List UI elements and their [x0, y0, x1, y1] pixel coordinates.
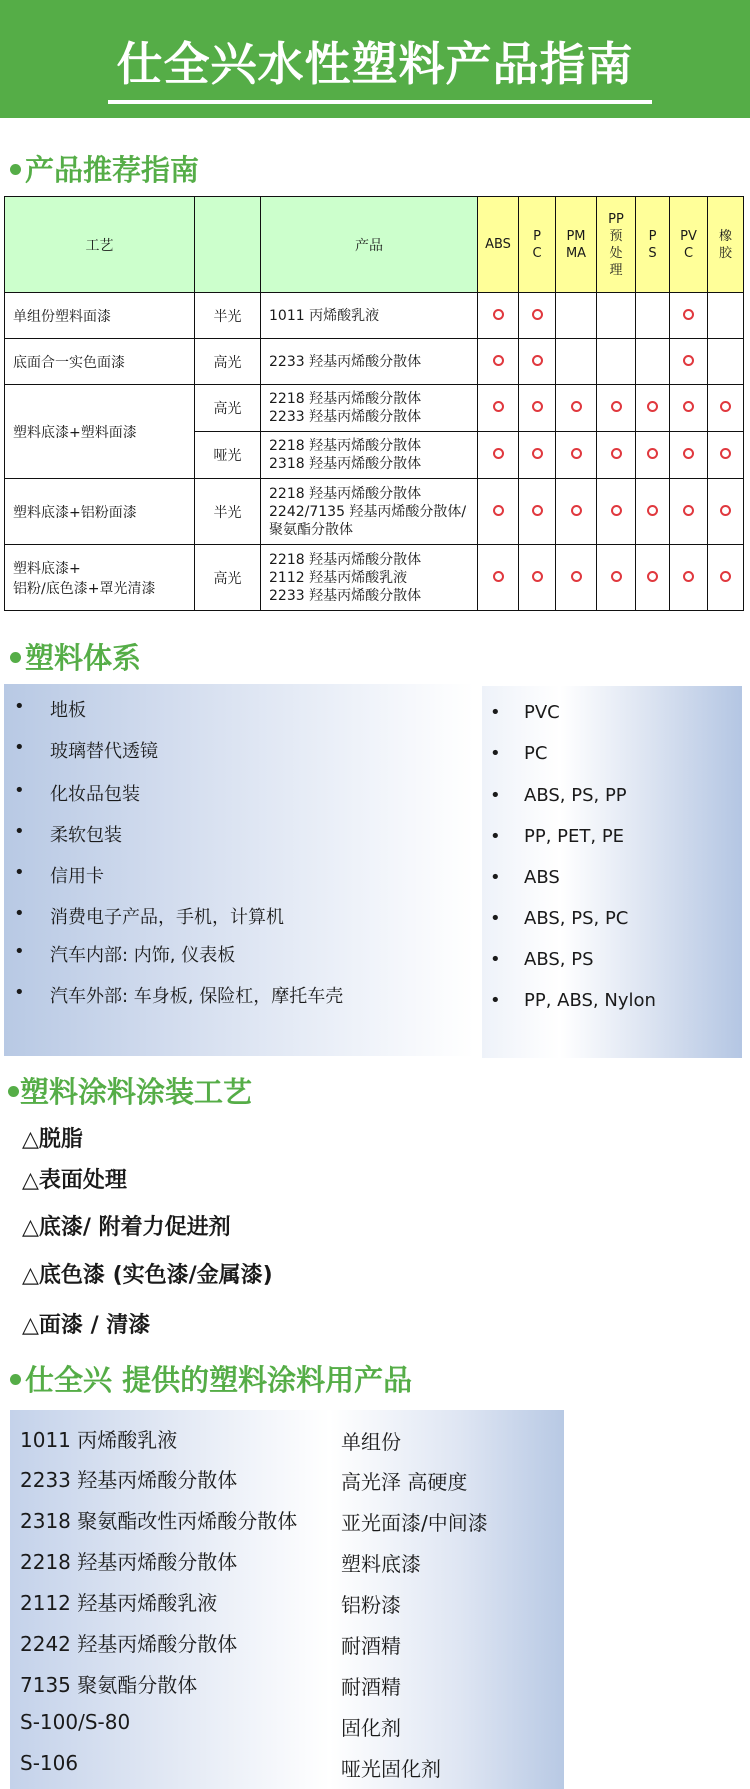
table-row — [5, 385, 744, 432]
compat-cell — [636, 432, 670, 479]
compatible-circle-icon — [532, 401, 543, 412]
table-header-cell: P C — [519, 197, 556, 293]
application-label: 化妆品包装 — [50, 784, 140, 805]
compatible-circle-icon — [571, 571, 582, 582]
compat-cell — [636, 479, 670, 545]
material-label: ABS, PS, PC — [524, 908, 629, 929]
compatible-circle-icon — [683, 448, 694, 459]
application-label: 玻璃替代透镜 — [50, 741, 158, 762]
process-step: △表面处理 — [22, 1168, 127, 1193]
product-use: 高光泽 高硬度 — [341, 1470, 468, 1494]
compat-cell — [670, 432, 708, 479]
section-title-system: 塑料体系 — [10, 636, 141, 677]
table-header-cell — [195, 197, 261, 293]
finish-cell: 高光 — [195, 545, 261, 611]
compatible-circle-icon — [647, 571, 658, 582]
section-title-products: 仕全兴 提供的塑料涂料用产品 — [10, 1358, 412, 1399]
compatible-circle-icon — [611, 571, 622, 582]
bullet-icon: • — [14, 737, 25, 758]
compat-cell — [670, 545, 708, 611]
material-label: PP, ABS, Nylon — [524, 990, 656, 1011]
compatible-circle-icon — [683, 571, 694, 582]
materials-panel — [482, 686, 742, 1058]
bullet-icon: • — [490, 702, 501, 723]
compat-cell — [708, 293, 744, 339]
table-header-cell: 橡 胶 — [708, 197, 744, 293]
compatible-circle-icon — [720, 505, 731, 516]
compat-cell — [597, 385, 636, 432]
compatible-circle-icon — [571, 448, 582, 459]
bullet-icon: • — [490, 826, 501, 847]
bullet-icon: • — [490, 867, 501, 888]
compat-cell — [519, 293, 556, 339]
bullet-dot — [10, 164, 21, 175]
compat-cell — [597, 545, 636, 611]
compat-cell — [636, 339, 670, 385]
product-use: 哑光固化剂 — [341, 1757, 441, 1781]
recommend-table — [4, 196, 744, 611]
product-name: 1011 丙烯酸乳液 — [20, 1428, 178, 1452]
finish-cell: 高光 — [195, 339, 261, 385]
compatible-circle-icon — [611, 448, 622, 459]
compatible-circle-icon — [647, 401, 658, 412]
compatible-circle-icon — [532, 571, 543, 582]
product-name: 2242 羟基丙烯酸分散体 — [20, 1632, 238, 1656]
compatible-circle-icon — [647, 448, 658, 459]
product-name: 2218 羟基丙烯酸分散体 — [20, 1550, 238, 1574]
product-name: 7135 聚氨酯分散体 — [20, 1673, 198, 1697]
compat-cell — [708, 479, 744, 545]
applications-panel — [4, 684, 474, 1056]
product-use: 铝粉漆 — [341, 1593, 401, 1617]
material-label: PVC — [524, 702, 560, 723]
product-name: S-106 — [20, 1751, 79, 1775]
compat-cell — [478, 479, 519, 545]
table-header-cell: P S — [636, 197, 670, 293]
compat-cell — [708, 339, 744, 385]
compat-cell — [670, 293, 708, 339]
compat-cell — [519, 385, 556, 432]
bullet-icon: • — [14, 696, 25, 717]
table-row — [5, 293, 744, 339]
bullet-icon: • — [490, 743, 501, 764]
compatible-circle-icon — [611, 401, 622, 412]
application-label: 信用卡 — [50, 866, 104, 887]
compatible-circle-icon — [532, 505, 543, 516]
process-cell: 塑料底漆+塑料面漆 — [5, 385, 195, 479]
compat-cell — [478, 432, 519, 479]
process-cell: 塑料底漆+铝粉面漆 — [5, 479, 195, 545]
compat-cell — [519, 479, 556, 545]
compatible-circle-icon — [683, 401, 694, 412]
table-header-cell: ABS — [478, 197, 519, 293]
title-underline — [108, 100, 652, 104]
product-name: 2233 羟基丙烯酸分散体 — [20, 1468, 238, 1492]
compatible-circle-icon — [647, 505, 658, 516]
compat-cell — [519, 432, 556, 479]
process-cell: 底面合一实色面漆 — [5, 339, 195, 385]
process-cell: 塑料底漆+ 铝粉/底色漆+罩光清漆 — [5, 545, 195, 611]
compat-cell — [556, 339, 597, 385]
process-step: △底漆/ 附着力促进剂 — [22, 1215, 231, 1240]
process-step: △脱脂 — [22, 1127, 83, 1152]
compat-cell — [556, 293, 597, 339]
product-name: 2318 聚氨酯改性丙烯酸分散体 — [20, 1509, 298, 1533]
compat-cell — [556, 545, 597, 611]
product-use: 耐酒精 — [341, 1634, 401, 1658]
compat-cell — [556, 432, 597, 479]
table-header-cell: 产品 — [261, 197, 478, 293]
application-label: 地板 — [50, 700, 86, 721]
compatible-circle-icon — [532, 355, 543, 366]
compatible-circle-icon — [493, 571, 504, 582]
bullet-icon: • — [14, 862, 25, 883]
bullet-icon: • — [490, 785, 501, 806]
compat-cell — [636, 545, 670, 611]
compat-cell — [519, 339, 556, 385]
finish-cell: 哑光 — [195, 432, 261, 479]
process-cell: 单组份塑料面漆 — [5, 293, 195, 339]
table-header-cell: PM MA — [556, 197, 597, 293]
table-header-row — [5, 197, 744, 293]
compatible-circle-icon — [683, 355, 694, 366]
compatible-circle-icon — [720, 448, 731, 459]
product-use: 单组份 — [341, 1430, 401, 1454]
bullet-icon: • — [490, 990, 501, 1011]
bullet-dot — [10, 1374, 21, 1385]
compat-cell — [636, 293, 670, 339]
compatible-circle-icon — [532, 448, 543, 459]
compatible-circle-icon — [493, 355, 504, 366]
bullet-dot — [10, 652, 21, 663]
compat-cell — [636, 385, 670, 432]
products-cell: 2233 羟基丙烯酸分散体 — [261, 339, 478, 385]
products-cell: 2218 羟基丙烯酸分散体 2112 羟基丙烯酸乳液 2233 羟基丙烯酸分散体 — [261, 545, 478, 611]
compat-cell — [670, 479, 708, 545]
compatible-circle-icon — [493, 505, 504, 516]
table-header-cell: PV C — [670, 197, 708, 293]
compat-cell — [478, 339, 519, 385]
page-title: 仕全兴水性塑料产品指南 — [116, 37, 634, 91]
table-header-cell: PP 预 处 理 — [597, 197, 636, 293]
compat-cell — [597, 339, 636, 385]
bullet-icon: • — [490, 908, 501, 929]
bullet-dot — [8, 1086, 19, 1097]
compatible-circle-icon — [571, 401, 582, 412]
compatible-circle-icon — [720, 401, 731, 412]
bullet-icon: • — [14, 780, 25, 801]
compat-cell — [519, 545, 556, 611]
compat-cell — [597, 432, 636, 479]
application-label: 柔软包装 — [50, 825, 122, 846]
compatible-circle-icon — [683, 309, 694, 320]
material-label: ABS, PS — [524, 949, 594, 970]
material-label: PC — [524, 743, 548, 764]
product-name: 2112 羟基丙烯酸乳液 — [20, 1591, 218, 1615]
compatible-circle-icon — [493, 448, 504, 459]
bullet-icon: • — [14, 903, 25, 924]
product-use: 塑料底漆 — [341, 1552, 421, 1576]
product-use: 固化剂 — [341, 1716, 401, 1740]
compat-cell — [670, 385, 708, 432]
compat-cell — [597, 293, 636, 339]
section-title-process: 塑料涂料涂装工艺 — [8, 1070, 252, 1111]
compatible-circle-icon — [571, 505, 582, 516]
application-label: 汽车外部: 车身板, 保险杠，摩托车壳 — [50, 986, 344, 1007]
process-step: △面漆 / 清漆 — [22, 1313, 151, 1338]
table-row — [5, 479, 744, 545]
process-step: △底色漆 (实色漆/金属漆) — [22, 1263, 273, 1288]
application-label: 汽车内部: 内饰, 仪表板 — [50, 945, 236, 966]
finish-cell: 半光 — [195, 293, 261, 339]
application-label: 消费电子产品，手机，计算机 — [50, 907, 284, 928]
compat-cell — [478, 293, 519, 339]
compatible-circle-icon — [493, 401, 504, 412]
compat-cell — [708, 432, 744, 479]
page-header — [0, 0, 750, 118]
product-use: 亚光面漆/中间漆 — [341, 1511, 488, 1535]
finish-cell: 高光 — [195, 385, 261, 432]
product-use: 耐酒精 — [341, 1675, 401, 1699]
bullet-icon: • — [490, 949, 501, 970]
products-cell: 2218 羟基丙烯酸分散体 2318 羟基丙烯酸分散体 — [261, 432, 478, 479]
table-header-cell: 工艺 — [5, 197, 195, 293]
compatible-circle-icon — [493, 309, 504, 320]
products-cell: 2218 羟基丙烯酸分散体 2233 羟基丙烯酸分散体 — [261, 385, 478, 432]
table-row — [5, 339, 744, 385]
products-cell: 1011 丙烯酸乳液 — [261, 293, 478, 339]
compat-cell — [708, 545, 744, 611]
compat-cell — [597, 479, 636, 545]
compat-cell — [556, 479, 597, 545]
compat-cell — [478, 545, 519, 611]
material-label: ABS — [524, 867, 560, 888]
bullet-icon: • — [14, 821, 25, 842]
material-label: PP, PET, PE — [524, 826, 625, 847]
material-label: ABS, PS, PP — [524, 785, 627, 806]
compat-cell — [478, 385, 519, 432]
compatible-circle-icon — [683, 505, 694, 516]
product-name: S-100/S-80 — [20, 1710, 131, 1734]
compat-cell — [708, 385, 744, 432]
finish-cell: 半光 — [195, 479, 261, 545]
bullet-icon: • — [14, 982, 25, 1003]
products-cell: 2218 羟基丙烯酸分散体 2242/7135 羟基丙烯酸分散体/聚氨酯分散体 — [261, 479, 478, 545]
compatible-circle-icon — [532, 309, 543, 320]
bullet-icon: • — [14, 941, 25, 962]
compat-cell — [670, 339, 708, 385]
compatible-circle-icon — [720, 571, 731, 582]
table-row — [5, 545, 744, 611]
compat-cell — [556, 385, 597, 432]
compatible-circle-icon — [611, 505, 622, 516]
section-title-recommend: 产品推荐指南 — [10, 148, 199, 189]
